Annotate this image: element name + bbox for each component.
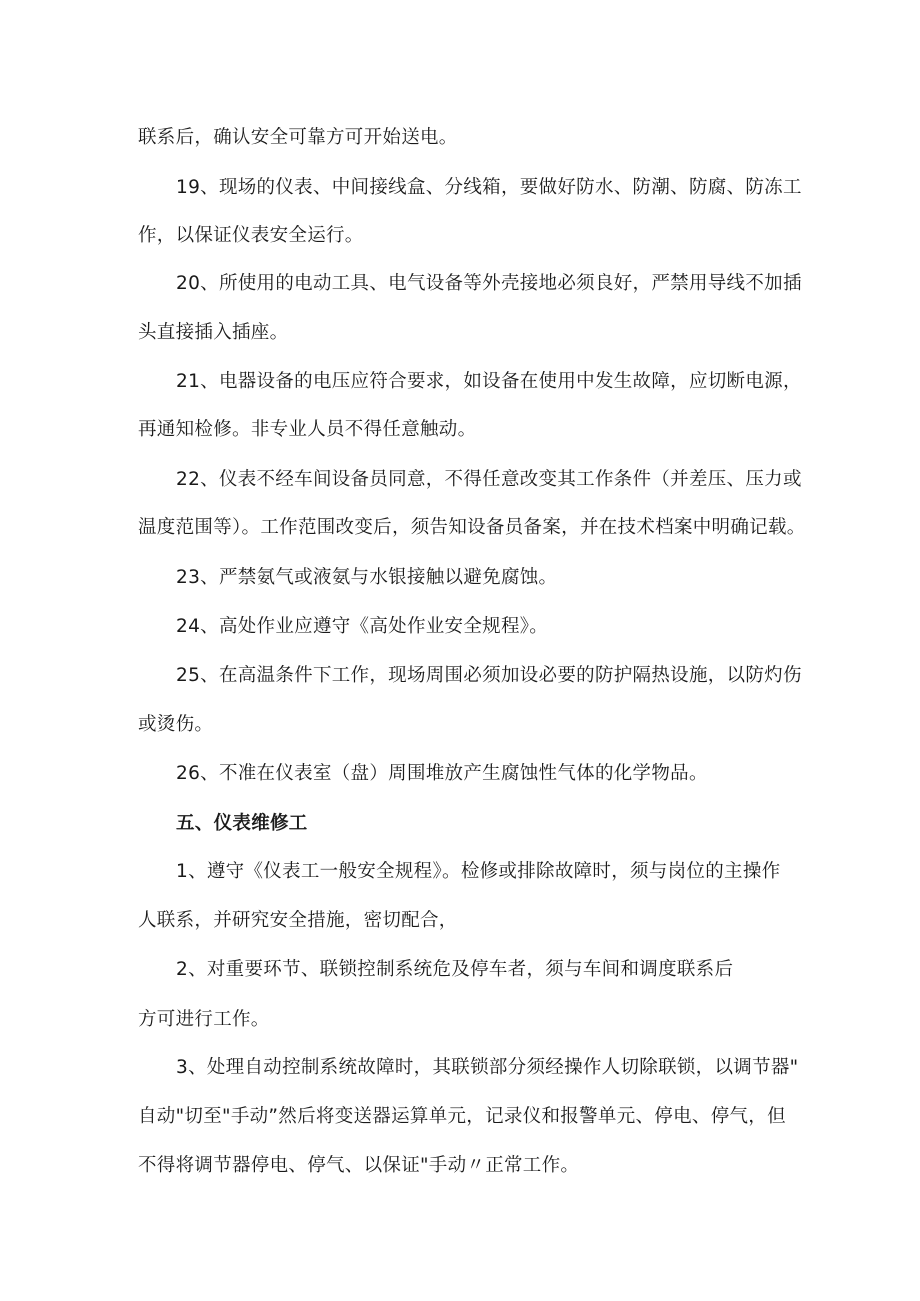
text-line: 24、高处作业应遵守《高处作业安全规程》。 (176, 616, 549, 637)
text-line: 23、严禁氨气或液氨与水银接触以避免腐蚀。 (176, 567, 558, 588)
text-line: 再通知检修。非专业人员不得任意触动。 (138, 419, 477, 440)
text-line: 方可进行工作。 (138, 1009, 270, 1030)
section-heading: 五、仪表维修工 (176, 813, 308, 834)
text-line: 温度范围等）。工作范围改变后，须告知设备员备案，并在技术档案中明确记载。 (138, 517, 806, 538)
text-line: 头直接插入插座。 (138, 322, 289, 343)
text-line: 20、所使用的电动工具、电气设备等外壳接地必须良好，严禁用导线不加插 (176, 273, 802, 294)
text-line: 26、不准在仪表室（盘）周围堆放产生腐蚀性气体的化学物品。 (176, 763, 708, 784)
text-line: 1、遵守《仪表工一般安全规程》。检修或排除故障时，须与岗位的主操作 (176, 861, 781, 882)
text-line: 自动"切至"手动”然后将变送器运算单元，记录仪和报警单元、停电、停气，但 (138, 1106, 786, 1127)
text-line: 不得将调节器停电、停气、以保证"手动〃正常工作。 (138, 1155, 580, 1176)
text-line: 3、处理自动控制系统故障时，其联锁部分须经操作人切除联锁，以调节器" (176, 1057, 799, 1078)
text-line: 25、在高温条件下工作，现场周围必须加设必要的防护隔热设施，以防灼伤 (176, 665, 802, 686)
text-line: 人联系，并研究安全措施，密切配合， (138, 910, 458, 931)
text-line: 22、仪表不经车间设备员同意，不得任意改变其工作条件（并差压、压力或 (176, 469, 802, 490)
text-line: 2、对重要环节、联锁控制系统危及停车者，须与车间和调度联系后 (176, 959, 734, 980)
text-line: 21、电器设备的电压应符合要求，如设备在使用中发生故障，应切断电源， (176, 371, 802, 392)
text-line: 或烫伤。 (138, 714, 214, 735)
text-line: 作，以保证仪表安全运行。 (138, 225, 364, 246)
text-line: 联系后，确认安全可靠方可开始送电。 (138, 127, 458, 148)
text-line: 19、现场的仪表、中间接线盒、分线箱，要做好防水、防潮、防腐、防冻工 (176, 177, 802, 198)
